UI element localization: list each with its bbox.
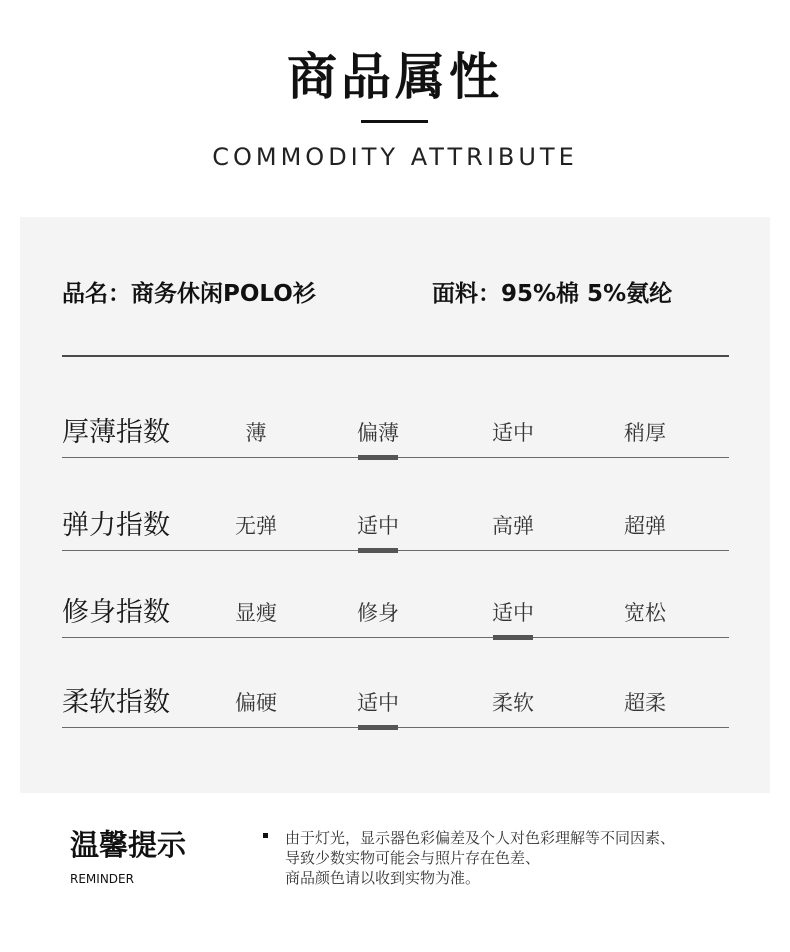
- attribute-option: 高弹: [492, 514, 534, 538]
- page-subtitle: COMMODITY ATTRIBUTE: [212, 143, 578, 171]
- attribute-option: 适中: [357, 691, 399, 715]
- attribute-option: 超柔: [624, 691, 666, 715]
- attribute-option: 适中: [357, 514, 399, 538]
- product-fabric: 面料：95%棉 5%氨纶: [432, 281, 673, 307]
- attribute-row-softness: [0, 686, 790, 746]
- attribute-option: 偏硬: [235, 691, 277, 715]
- attribute-option: 显瘦: [235, 601, 277, 625]
- title-divider: [361, 120, 428, 123]
- product-name: 品名：商务休闲POLO衫: [62, 281, 316, 307]
- attribute-label: 弹力指数: [62, 510, 170, 541]
- attribute-row-fit: [0, 596, 790, 656]
- attribute-row-thickness: [0, 416, 790, 476]
- bullet-icon: [263, 833, 268, 838]
- attribute-label: 修身指数: [62, 597, 170, 628]
- attribute-label: 厚薄指数: [62, 417, 170, 448]
- reminder-line: 由于灯光，显示器色彩偏差及个人对色彩理解等不同因素、: [285, 829, 676, 847]
- attribute-option: 适中: [492, 601, 534, 625]
- selected-marker: [358, 725, 398, 730]
- attribute-option: 宽松: [624, 601, 666, 625]
- reminder-line: 导致少数实物可能会与照片存在色差、: [285, 849, 541, 867]
- attribute-option: 无弹: [235, 514, 277, 538]
- page-title: 商品属性: [287, 48, 503, 106]
- selected-marker: [493, 635, 533, 640]
- attribute-label: 柔软指数: [62, 687, 170, 718]
- attribute-scale-line: [62, 637, 729, 638]
- attribute-option: 薄: [245, 421, 267, 445]
- attribute-option: 修身: [357, 601, 399, 625]
- attribute-option: 柔软: [492, 691, 534, 715]
- info-divider: [62, 355, 729, 357]
- reminder-subtitle: REMINDER: [70, 872, 134, 886]
- reminder-title: 温馨提示: [70, 828, 187, 862]
- attribute-option: 适中: [492, 421, 534, 445]
- attribute-option: 超弹: [624, 514, 666, 538]
- attribute-row-elasticity: [0, 509, 790, 569]
- attribute-option: 稍厚: [624, 421, 666, 445]
- reminder-line: 商品颜色请以收到实物为准。: [285, 869, 481, 887]
- selected-marker: [358, 455, 398, 460]
- selected-marker: [358, 548, 398, 553]
- attribute-option: 偏薄: [357, 421, 399, 445]
